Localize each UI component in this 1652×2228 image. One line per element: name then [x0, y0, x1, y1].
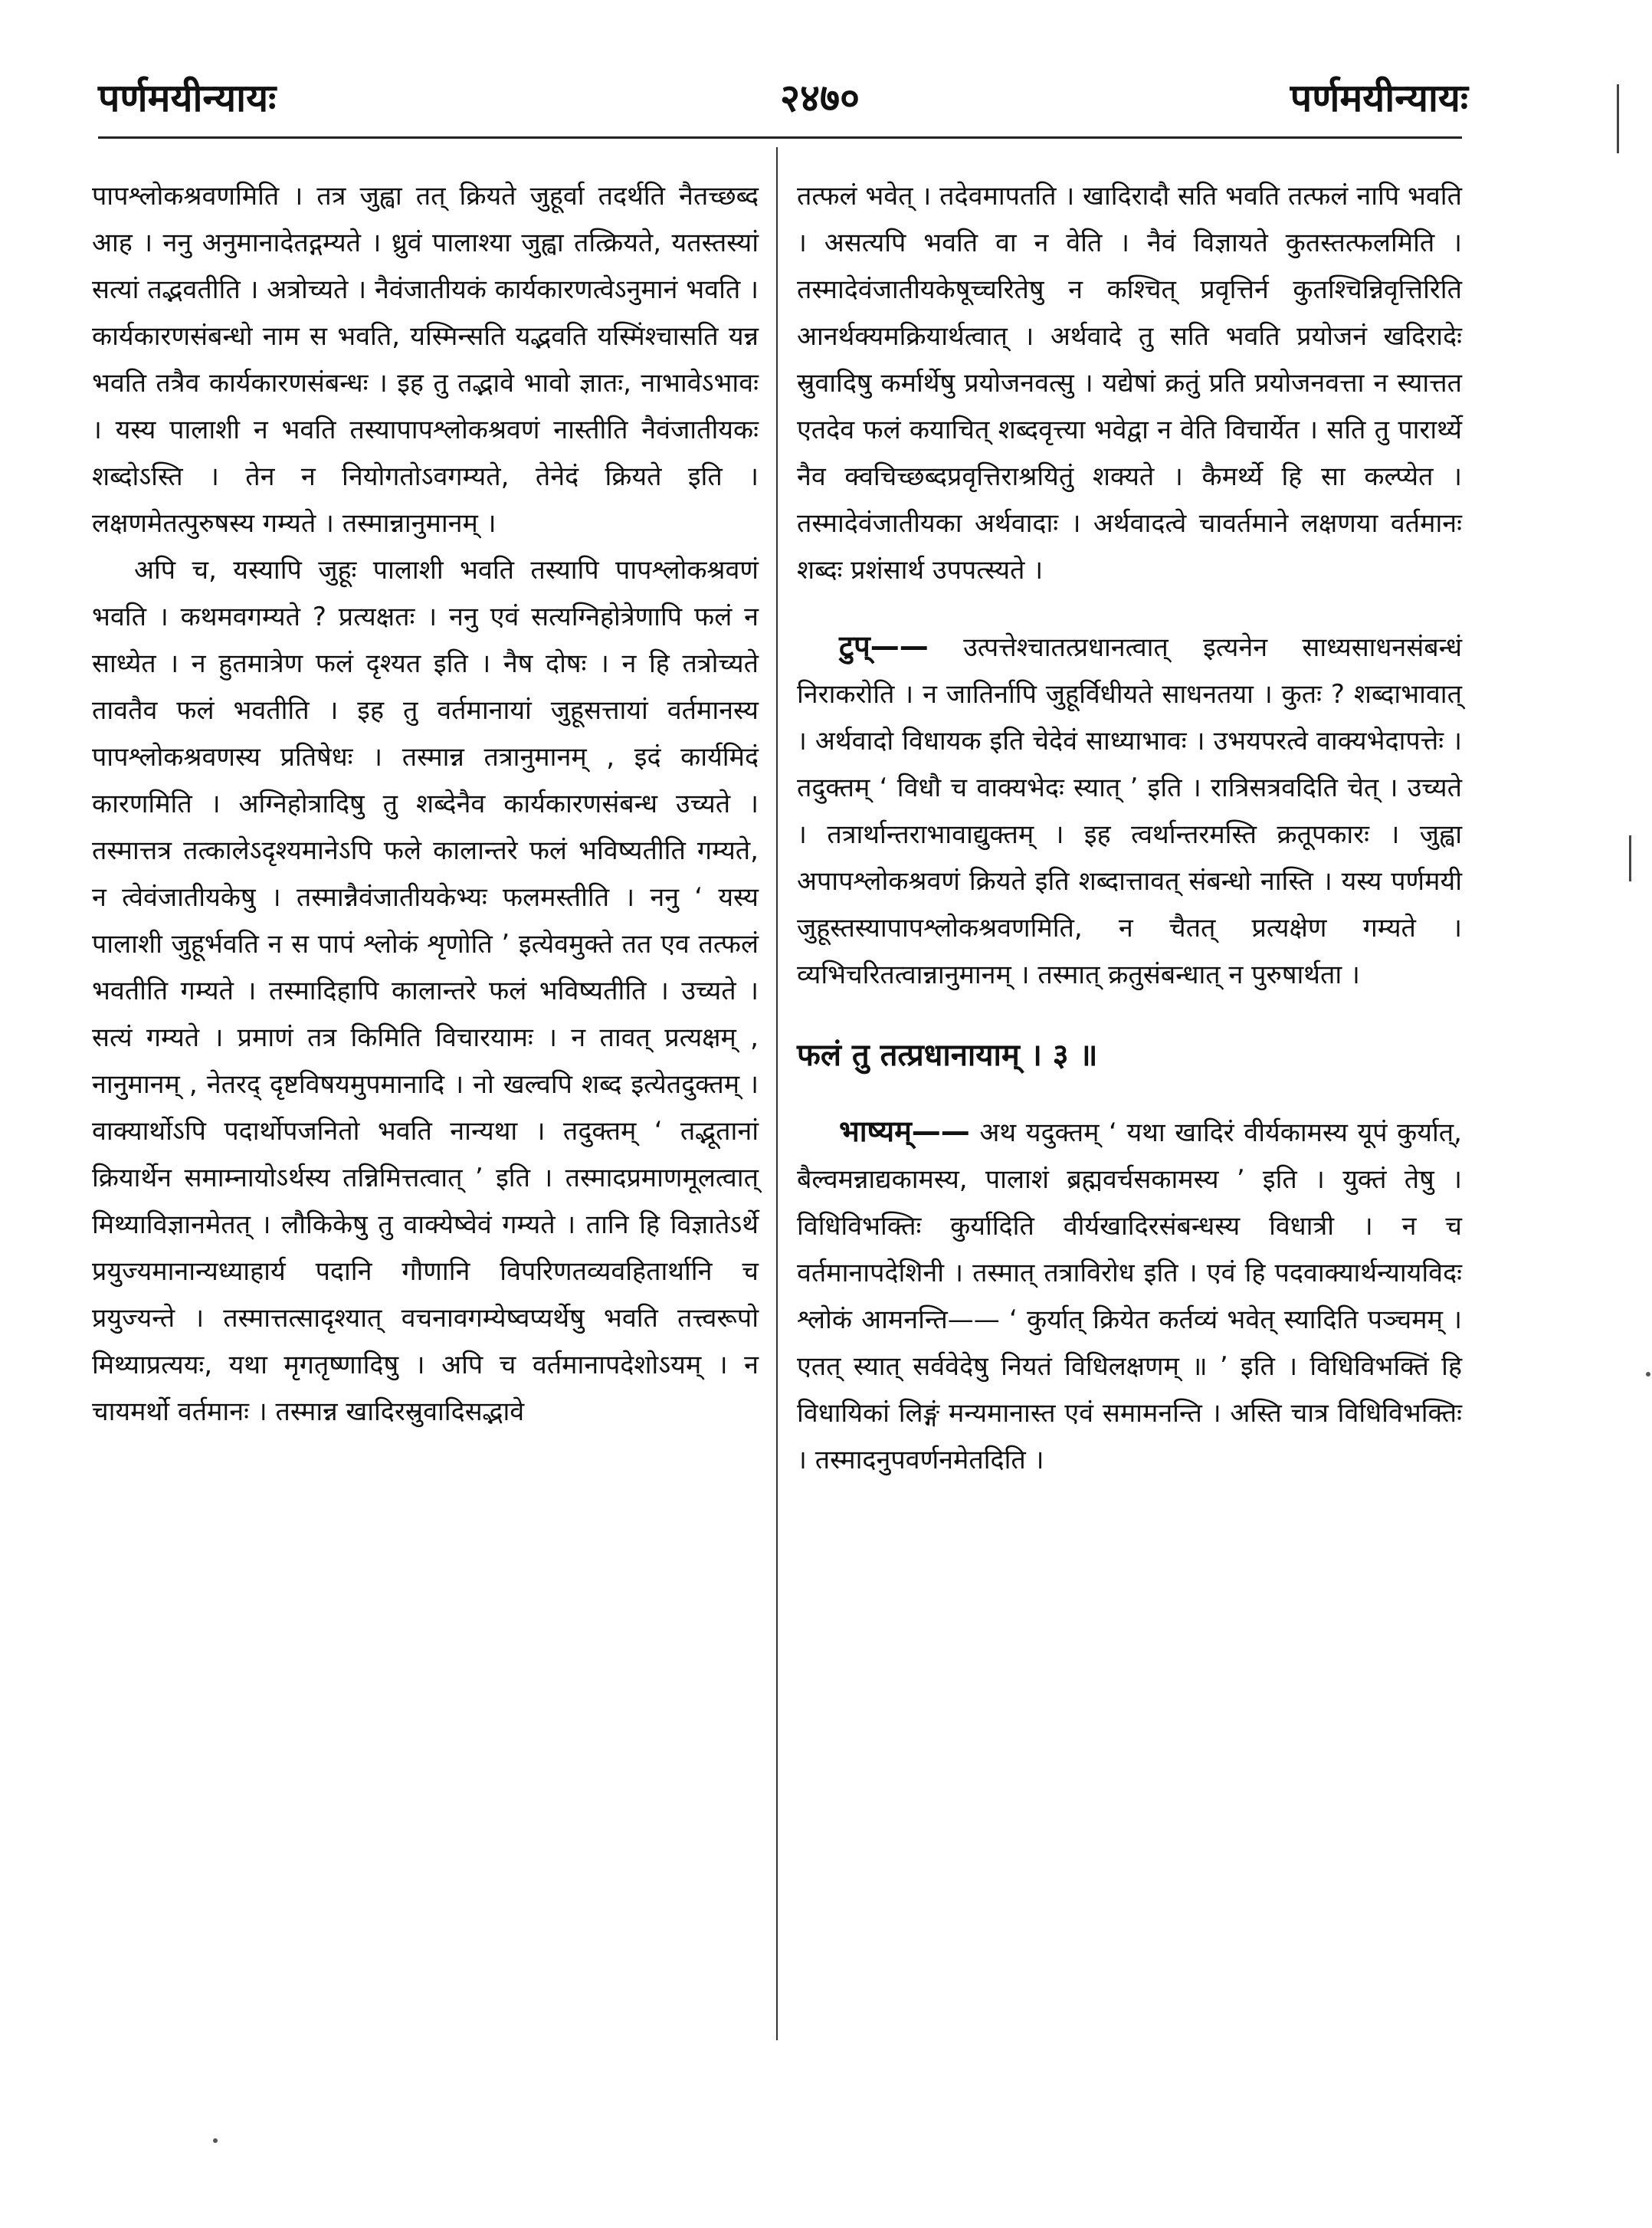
column-divider: [776, 147, 778, 2040]
bhashya-text: अथ यदुक्तम् ‘ यथा खादिरं वीर्यकामस्य यूपं कुर्यात्, बैल्वमन्नाद्यकामस्य, पालाशं ब्रह्मवर्चसकामस्य ’ इति । युक्तं तेषु । विधिविभक्तिः कुर्यादिति वीर्यखादिरसंबन्धस्य विधात्री । न च वर्तमानापदेशिनी । तस्मात् तत्राविरोध इति । एवं हि पदवाक्यार्थन्यायविदः श्लोकं आमनन्ति—— ‘ कुर्यात् क्रियेत कर्तव्यं भवेत् स्यादिति पञ्चमम् । एतत् स्यात् सर्ववेदेषु नियतं विधिलक्षणम् ॥ ’ इति । विधिविभक्तिं हि विधायिकां लिङ्गं मन्यमानास्त एवं समामनन्ति । अस्ति चात्र विधिविभक्तिः । तस्मादनुपवर्णनमेतदिति ।: [797, 1117, 1462, 1475]
running-title-right: पर्णमयीन्यायः: [1290, 76, 1468, 120]
left-column: [92, 173, 759, 1436]
right-paragraph-1: तत्फलं भवेत् । तदेवमापतति । खादिरादौ सति भवति तत्फलं नापि भवति । असत्यपि भवति वा न वेति । नैवं विज्ञायते कुतस्तत्फलमिति । तस्मादेवंजातीयकेषूच्चरितेषु न कश्चित् प्रवृत्तिर्न कुतश्चिन्निवृत्तिरिति आनर्थक्यमक्रियार्थत्वात् । अर्थवादे तु सति भवति प्रयोजनं खदिरादेः स्रुवादिषु कर्मार्थेषु प्रयोजनवत्सु । यद्येषां क्रतुं प्रति प्रयोजनवत्ता न स्यात्तत एतदेव फलं कयाचित् शब्दवृत्त्या भवेद्वा न वेति विचार्येत । सति तु पारार्थ्ये नैव क्वचिच्छब्दप्रवृत्तिराश्रयितुं शक्यते । कैमर्थ्ये हि सा कल्प्येत । तस्मादेवंजातीयका अर्थवादाः । अर्थवादत्वे चावर्तमाने लक्षणया वर्तमानः शब्दः प्रशंसार्थ उपपत्स्यते ।: [797, 181, 1462, 586]
page-number: २४७०: [780, 76, 860, 120]
spacer: [797, 999, 1462, 1032]
left-paragraph-1: पापश्लोकश्रवणमिति । तत्र जुह्वा तत् क्रियते जुहूर्वा तदर्थति नैतच्छब्द आह । ननु अनुमानादेतद्गम्यते । ध्रुवं पालाश्या जुह्वा तत्क्रियते, यतस्तस्यां सत्यां तद्भवतीति । अत्रोच्यते । नैवंजातीयकं कार्यकारणत्वेऽनुमानं भवति । कार्यकारणसंबन्धो नाम स भवति, यस्मिन्सति यद्भवति यस्मिंश्चासति यन्न भवति तत्रैव कार्यकारणसंबन्धः । इह तु तद्भावे भावो ज्ञातः, नाभावेऽभावः । यस्य पालाशी न भवति तस्यापापश्लोकश्रवणं नास्तीति नैवंजातीयकः शब्दोऽस्ति । तेन न नियोगतोऽवगम्यते, तेनेदं क्रियते इति । लक्षणमेतत्पुरुषस्य गम्यते । तस्मान्नानुमानम् ।: [92, 181, 759, 539]
spacer: [797, 1079, 1462, 1108]
right-column: [797, 173, 1462, 1484]
running-title-left: पर्णमयीन्यायः: [98, 76, 277, 120]
left-paragraph-2: अपि च, यस्यापि जुहूः पालाशी भवति तस्यापि पापश्लोकश्रवणं भवति । कथमवगम्यते ? प्रत्यक्षतः । ननु एवं सत्यग्निहोत्रेणापि फलं न साध्येत । न हुतमात्रेण फलं दृश्यत इति । नैष दोषः । न हि तत्रोच्यते तावतैव फलं भवतीति । इह तु वर्तमानायां जुहूसत्तायां वर्तमानस्य पापश्लोकश्रवणस्य प्रतिषेधः । तस्मान्न तत्रानुमानम् , इदं कार्यमिदं कारणमिति । अग्निहोत्रादिषु तु शब्देनैव कार्यकारणसंबन्ध उच्यते । तस्मात्तत्र तत्कालेऽदृश्यमानेऽपि फले कालान्तरे फलं भविष्यतीति गम्यते, न त्वेवंजातीयकेषु । तस्मान्नैवंजातीयकेभ्यः फलमस्तीति । ननु ‘ यस्य पालाशी जुहूर्भवति न स पापं श्लोकं शृणोति ’ इत्येवमुक्ते तत एव तत्फलं भवतीति गम्यते । तस्मादिहापि कालान्तरे फलं भविष्यतीति । उच्यते । सत्यं गम्यते । प्रमाणं तत्र किमिति विचारयामः । न तावत् प्रत्यक्षम् , नानुमानम् , नेतरद् दृष्टविषयमुपमानादि । नो खल्वपि शब्द इत्येतदुक्तम् । वाक्यार्थोऽपि पदार्थोपजनितो भवति नान्यथा । तदुक्तम् ‘ तद्भूतानां क्रियार्थेन समाम्नायोऽर्थस्य तन्निमित्तत्वात् ’ इति । तस्मादप्रमाणमूलत्वात् मिथ्याविज्ञानमेतत् । लौकिकेषु तु वाक्येष्वेवं गम्यते । तानि हि विज्ञातेऽर्थे प्रयुज्यमानान्यध्याहार्य पदानि गौणानि विपरिणतव्यवहितार्थानि च प्रयुज्यन्ते । तस्मात्तत्सादृश्यात् वचनावगम्येष्वप्यर्थेषु भवति तत्त्वरूपो मिथ्याप्रत्ययः, यथा मृगतृष्णादिषु । अपि च वर्तमानापदेशोऽयम् । न चायमर्थो वर्तमानः । तस्मान्न खादिरस्रुवादिसद्भावे: [92, 555, 759, 1427]
edge-mark: [1617, 84, 1619, 153]
bhashya-commentary: [797, 1108, 1462, 1484]
speck: [213, 2138, 218, 2143]
spacer: [797, 594, 1462, 623]
tup-text: उत्पत्तेश्चातत्प्रधानत्वात् इत्यनेन साध्यसाधनसंबन्धं निराकरोति । न जातिर्नापि जुहूर्विधीयते साधनतया । कुतः ? शब्दाभावात् । अर्थवादो विधायक इति चेदेवं साध्याभावः । उभयपरत्वे वाक्यभेदापत्तेः । तदुक्तम् ‘ विधौ च वाक्यभेदः स्यात् ’ इति । रात्रिसत्रवदिति चेत् । उच्यते । तत्रार्थान्तराभावाद्युक्तम् । इह त्वर्थान्तरमस्ति क्रतूपकारः । जुह्वा अपापश्लोकश्रवणं क्रियते इति शब्दात्तावत् संबन्धो नास्ति । यस्य पर्णमयी जुहूस्तस्यापापश्लोकश्रवणमिति, न चैतत् प्रत्यक्षेण गम्यते । व्यभिचरितत्वान्नानुमानम् । तस्मात् क्रतुसंबन्धात् न पुरुषार्थता ।: [797, 632, 1462, 990]
sutra-heading: फलं तु तत्प्रधानायाम् । ३ ॥: [797, 1038, 1098, 1073]
bhashya-label: भाष्यम्——: [839, 1114, 970, 1148]
edge-mark: [1629, 835, 1631, 881]
header-rule: [98, 136, 1462, 139]
tup-label: टुप्——: [839, 629, 929, 663]
speck: [1646, 1372, 1650, 1377]
tup-commentary: [797, 623, 1462, 999]
